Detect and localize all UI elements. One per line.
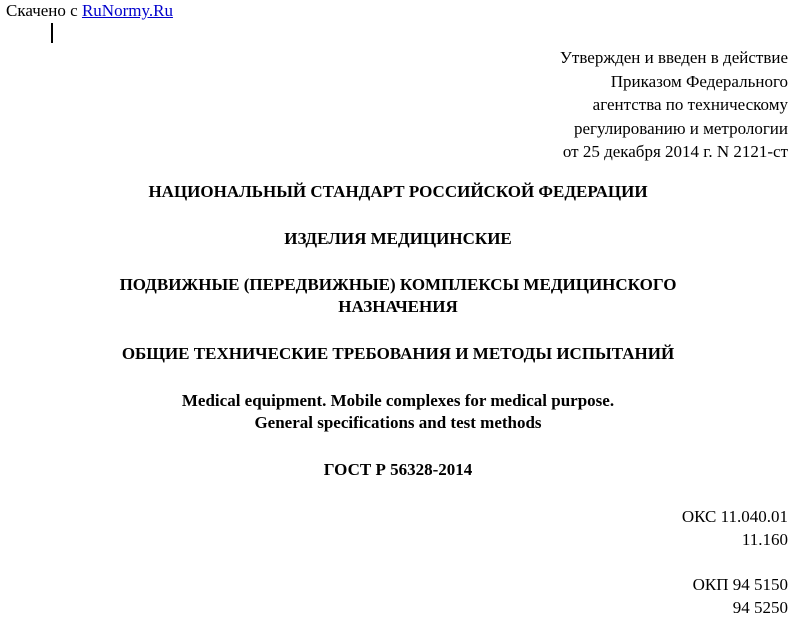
standard-type-heading: НАЦИОНАЛЬНЫЙ СТАНДАРТ РОССИЙСКОЙ ФЕДЕРАЦИИ <box>148 182 648 201</box>
approval-block <box>560 46 788 164</box>
okp-code: 94 5250 <box>732 598 788 617</box>
english-title-line: Medical equipment. Mobile complexes for medical purpose. <box>181 391 615 410</box>
subject-heading <box>0 274 790 318</box>
oks-code: 11.160 <box>741 530 788 549</box>
okp-code: ОКП 94 5150 <box>692 575 788 594</box>
okp-codes <box>693 573 788 619</box>
standard-designation: ГОСТ Р 56328-2014 <box>323 460 473 479</box>
approval-line: от 25 декабря 2014 г. N 2121-ст <box>562 142 788 161</box>
approval-line: Приказом Федерального <box>610 71 788 91</box>
text-cursor <box>51 23 53 43</box>
source-link[interactable]: RuNormy.Ru <box>81 1 173 20</box>
category-heading: ИЗДЕЛИЯ МЕДИЦИНСКИЕ <box>284 229 512 248</box>
source-line <box>6 1 173 21</box>
oks-codes <box>682 505 788 551</box>
english-title-line: General specifications and test methods <box>254 413 542 432</box>
requirements-heading: ОБЩИЕ ТЕХНИЧЕСКИЕ ТРЕБОВАНИЯ И МЕТОДЫ ИСПЫТАНИЙ <box>121 344 675 363</box>
english-title <box>0 390 790 434</box>
approval-line: регулированию и метрологии <box>573 118 788 138</box>
approval-line: Утвержден и введен в действие <box>559 48 788 67</box>
subject-line: НАЗНАЧЕНИЯ <box>338 297 458 316</box>
subject-line: ПОДВИЖНЫЕ (ПЕРЕДВИЖНЫЕ) КОМПЛЕКСЫ МЕДИЦИНСКОГО <box>119 275 677 294</box>
oks-code: ОКС 11.040.01 <box>681 507 788 526</box>
approval-line: агентства по техническому <box>592 95 788 114</box>
source-prefix: Скачено с <box>6 1 78 20</box>
